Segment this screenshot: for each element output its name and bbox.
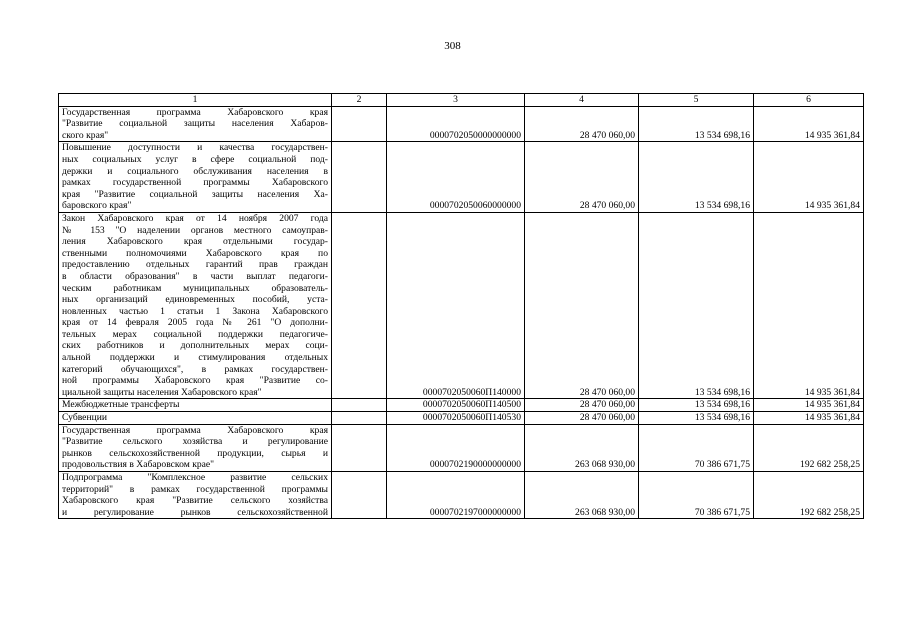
row-name-line: альной поддержки и стимулирования отдельных (62, 352, 328, 364)
row-value-4-cell: 263 068 930,00 (525, 472, 639, 519)
row-name-line: ского края" (62, 129, 109, 141)
row-name-line: предоставлению отдельных гарантий прав граждан (62, 259, 328, 271)
row-name-line: ственными полномочиями Хабаровского края по (62, 247, 328, 259)
row-col2-cell (332, 399, 387, 412)
row-value-5-cell: 70 386 671,75 (639, 424, 754, 471)
row-col2-cell (332, 212, 387, 399)
table-row (59, 399, 864, 412)
row-value-4-cell: 28 470 060,00 (525, 399, 639, 412)
row-name-line: циальной защиты населения Хабаровского края" (62, 386, 262, 398)
row-value-5-cell: 13 534 698,16 (639, 412, 754, 425)
row-name-line: и регулирование рынков сельскохозяйственной (62, 506, 328, 518)
row-name-line: Подпрограмма "Комплексное развитие сельских (62, 472, 328, 483)
row-col2-cell (332, 472, 387, 519)
row-name-line: края от 14 февраля 2005 года № 261 "О дополни- (62, 317, 328, 329)
row-name-line: ских работников и дополнительных мерах соци- (62, 340, 328, 352)
row-name-line: держки и социального обслуживания населения в (62, 165, 328, 177)
row-value-4-cell: 28 470 060,00 (525, 412, 639, 425)
row-col2-cell (332, 424, 387, 471)
row-value-6-cell: 14 935 361,84 (754, 142, 864, 213)
row-name-line: Субвенции (62, 412, 107, 424)
row-code-cell: 0000702190000000000 (387, 424, 525, 471)
row-value-6-cell: 14 935 361,84 (754, 212, 864, 399)
header-col-5: 5 (639, 94, 754, 107)
row-name-line: Государственная программа Хабаровского края (62, 106, 328, 118)
header-col-2: 2 (332, 94, 387, 107)
row-value-4-cell: 28 470 060,00 (525, 106, 639, 142)
row-name-line: баровского края" (62, 200, 132, 212)
row-col2-cell (332, 106, 387, 142)
row-name-cell (59, 472, 332, 519)
row-value-5-cell: 13 534 698,16 (639, 142, 754, 213)
row-value-5-cell: 13 534 698,16 (639, 399, 754, 412)
row-name-line: ления Хабаровского края отдельными государ- (62, 236, 328, 248)
table-row (59, 142, 864, 213)
row-value-6-cell: 14 935 361,84 (754, 106, 864, 142)
row-name-line: в области образования" в части выплат педагоги- (62, 270, 328, 282)
row-name-line: Межбюджетные трансферты (62, 399, 180, 411)
row-code-cell: 0000702050060000000 (387, 142, 525, 213)
row-name-line: "Развитие социальной защиты населения Хабаров- (62, 118, 328, 130)
row-name-cell (59, 399, 332, 412)
row-code-cell: 0000702050060П140000 (387, 212, 525, 399)
budget-table (58, 93, 864, 519)
header-col-1: 1 (59, 94, 332, 107)
row-value-4-cell: 263 068 930,00 (525, 424, 639, 471)
row-value-5-cell: 13 534 698,16 (639, 106, 754, 142)
row-name-line: новленных частью 1 статьи 1 Закона Хабаровского (62, 305, 328, 317)
row-name-cell (59, 424, 332, 471)
row-name-line: ческим работникам муниципальных образователь- (62, 282, 328, 294)
row-name-cell (59, 412, 332, 425)
header-col-3: 3 (387, 94, 525, 107)
row-name-line: категорий обучающихся", в рамках государствен- (62, 363, 328, 375)
row-name-line: рынков сельскохозяйственной продукции, сырья и (62, 447, 328, 459)
row-name-line: продовольствия в Хабаровском крае" (62, 459, 215, 471)
row-col2-cell (332, 142, 387, 213)
row-name-cell (59, 142, 332, 213)
row-value-5-cell: 13 534 698,16 (639, 212, 754, 399)
row-name-line: ных организаций единовременных пособий, уста- (62, 294, 328, 306)
row-value-6-cell: 192 682 258,25 (754, 424, 864, 471)
table-row (59, 412, 864, 425)
page-number: 308 (444, 40, 461, 52)
row-value-4-cell: 28 470 060,00 (525, 142, 639, 213)
row-name-line: территорий" в рамках государственной программы (62, 483, 328, 495)
row-value-6-cell: 14 935 361,84 (754, 412, 864, 425)
row-value-5-cell: 70 386 671,75 (639, 472, 754, 519)
row-name-line: Повышение доступности и качества государствен- (62, 142, 328, 154)
row-code-cell: 0000702050060П140530 (387, 412, 525, 425)
row-name-line: "Развитие сельского хозяйства и регулирование (62, 436, 328, 448)
row-name-line: тельных мерах социальной поддержки педагогиче- (62, 328, 328, 340)
row-name-cell (59, 106, 332, 142)
row-value-6-cell: 192 682 258,25 (754, 472, 864, 519)
header-col-4: 4 (525, 94, 639, 107)
table-row (59, 106, 864, 142)
table-row (59, 472, 864, 519)
row-name-line: ных социальных услуг в сфере социальной под- (62, 153, 328, 165)
header-col-6: 6 (754, 94, 864, 107)
row-name-line: края "Развитие социальной защиты населения Ха- (62, 188, 328, 200)
table-row (59, 212, 864, 399)
row-value-4-cell: 28 470 060,00 (525, 212, 639, 399)
row-code-cell: 0000702050000000000 (387, 106, 525, 142)
row-name-line: Закон Хабаровского края от 14 ноября 2007 года (62, 212, 328, 224)
row-name-line: Хабаровского края "Развитие сельского хозяйства (62, 495, 328, 507)
row-code-cell: 0000702050060П140500 (387, 399, 525, 412)
row-name-line: № 153 "О наделении органов местного самоуправ- (62, 224, 328, 236)
row-name-line: рамках государственной программы Хабаровского (62, 177, 328, 189)
row-col2-cell (332, 412, 387, 425)
row-name-cell (59, 212, 332, 399)
row-name-line: Государственная программа Хабаровского края (62, 424, 328, 436)
row-code-cell: 0000702197000000000 (387, 472, 525, 519)
table-row (59, 424, 864, 471)
row-value-6-cell: 14 935 361,84 (754, 399, 864, 412)
table-header-row (59, 94, 864, 107)
row-name-line: ной программы Хабаровского края "Развитие со- (62, 375, 328, 387)
